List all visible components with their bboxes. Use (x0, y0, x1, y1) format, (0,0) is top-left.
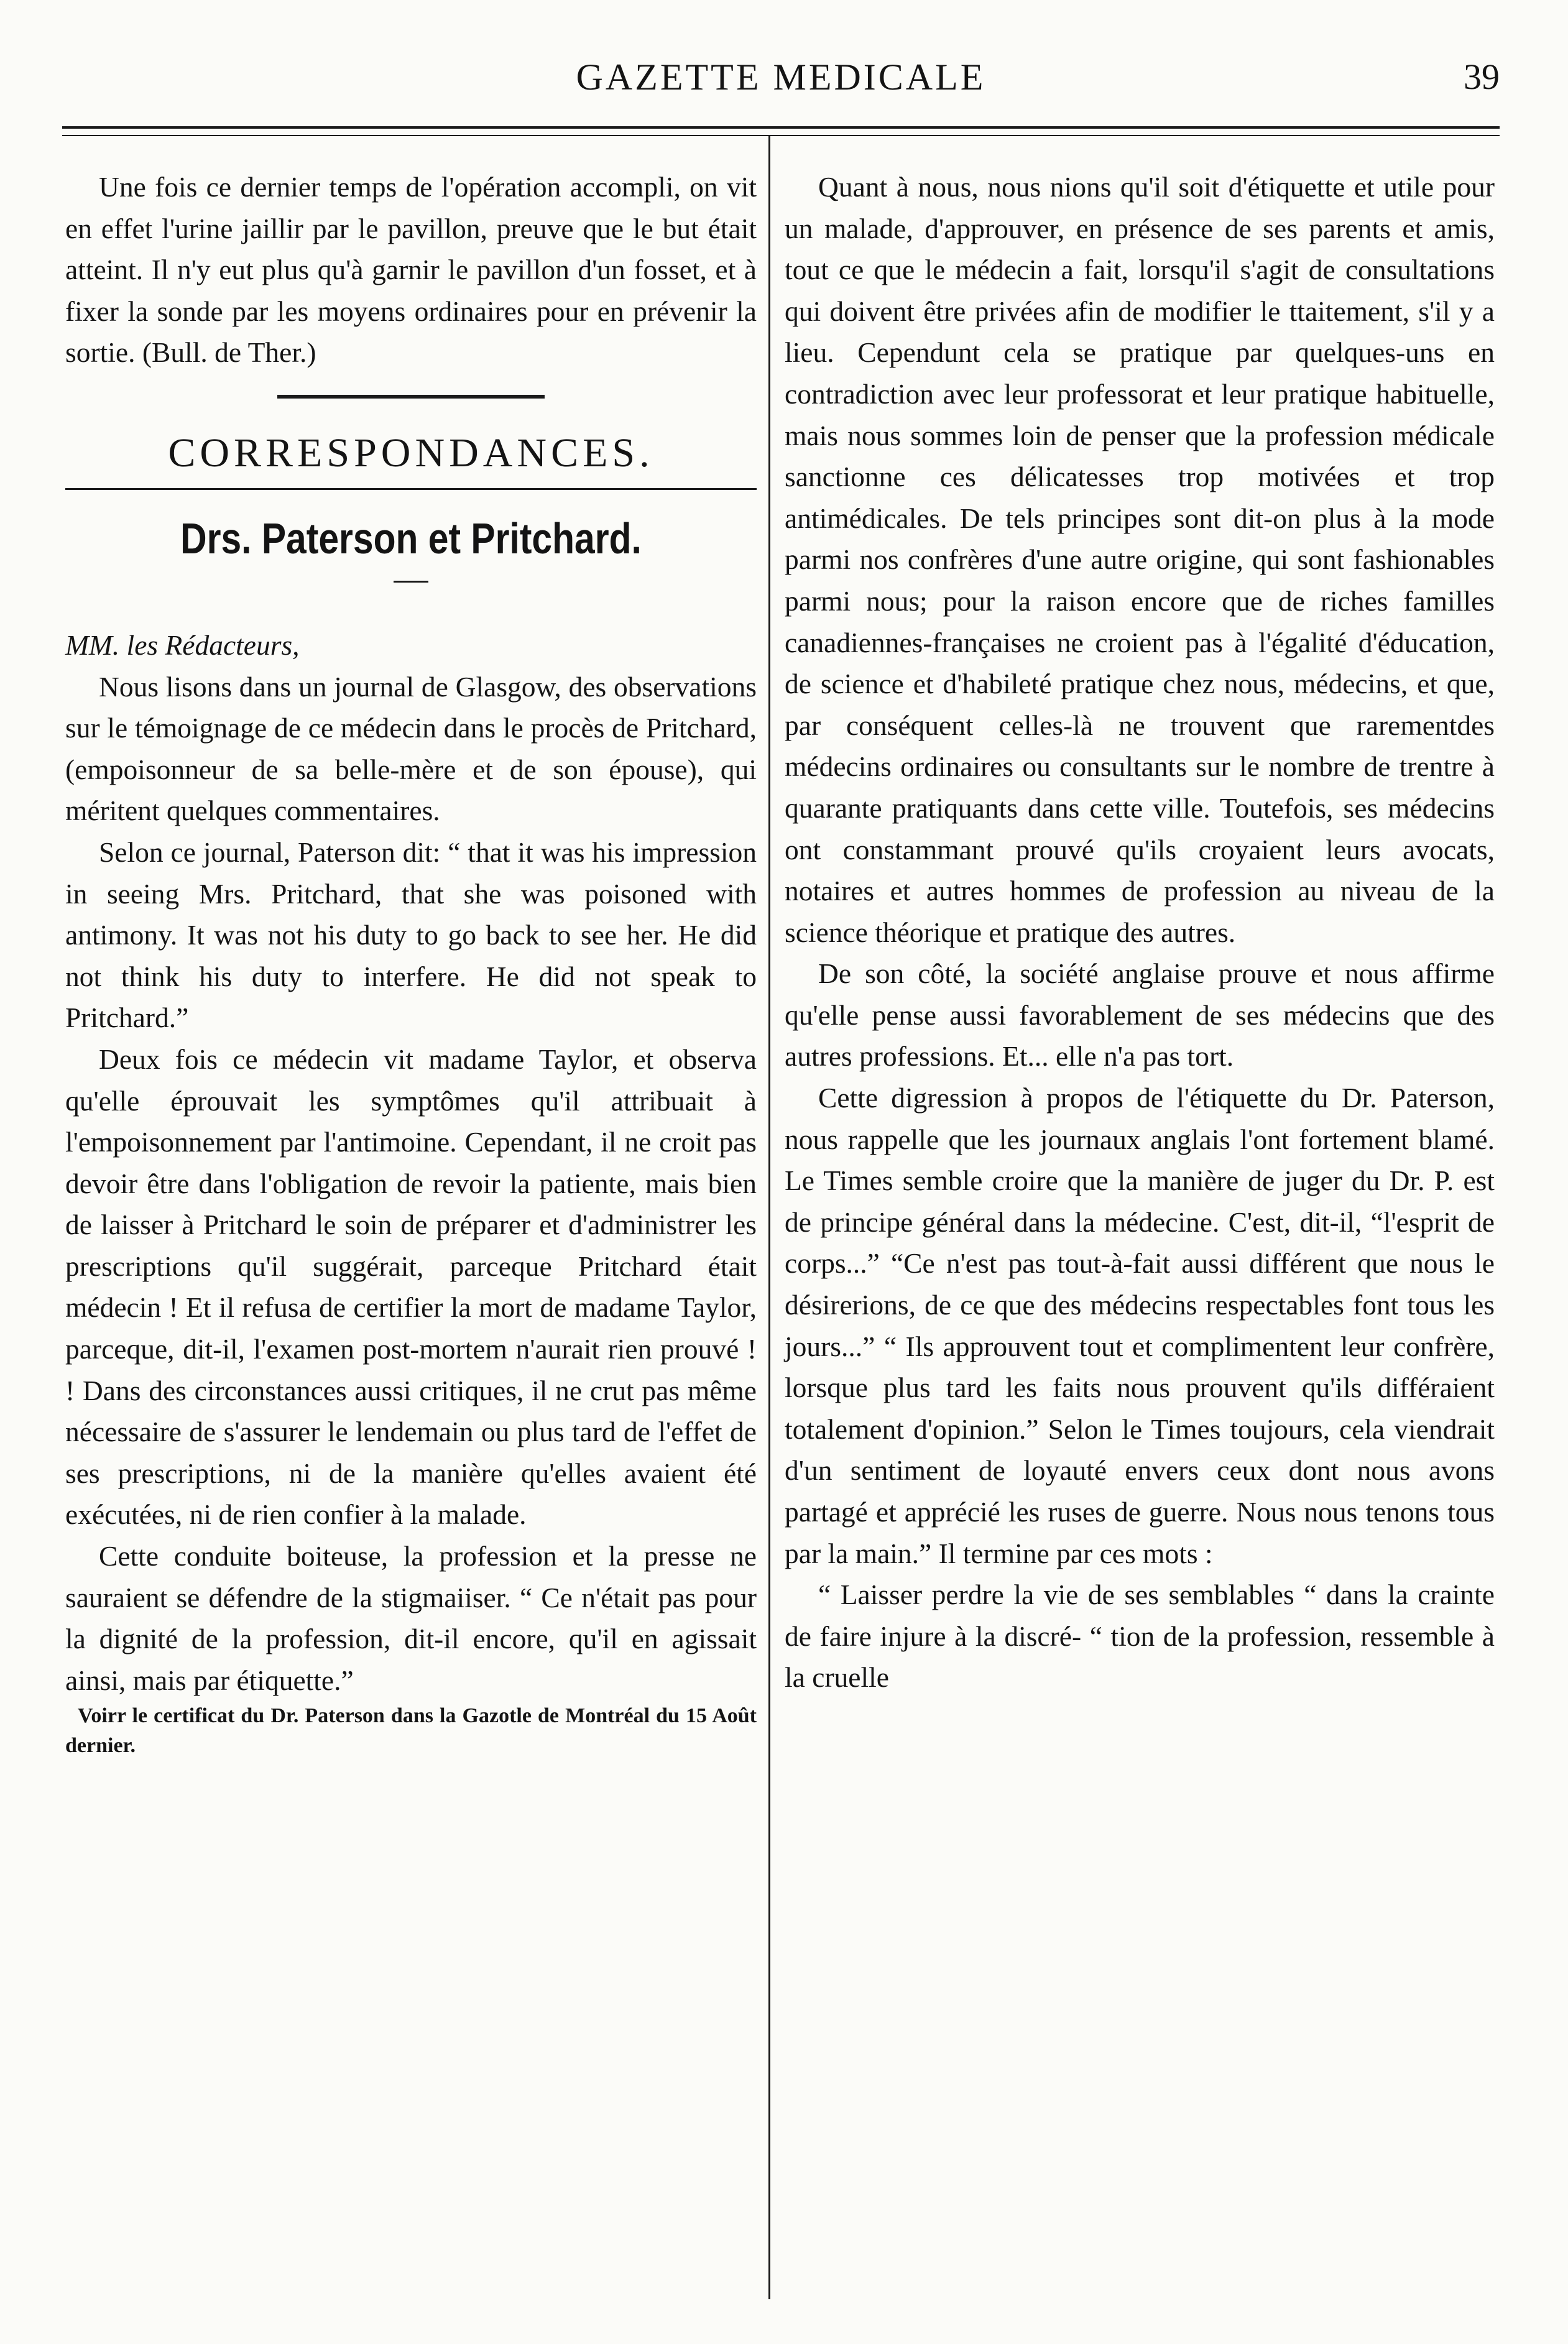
section-heading: CORRESPONDANCES. (168, 430, 654, 476)
body-paragraph: Cette digression à propos de l'étiquette du Dr. Paterson, nous rappelle que les journaux anglais l'ont fortement blamé. Le Times semble croire que la manière de juger du Dr. P. est de principe général dans la médecine. C'est, dit-il, “l'esprit de corps...” “Ce n'est pas tout-à-fait aussi différent que nous le désirerions, de ce que des médecins respectables font tous les jours...” “ Ils approuvent tout et complimentent leur confrère, lorsque plus tard les faits nous prouvent qu'ils différaient totalement d'opinion.” Selon le Times toujours, cela viendrait d'un sentiment de loyauté envers ceux dont nous avons partagé et apprécié les ruses de guerre. Nous nous tenons tous par la main.” Il termine par ces mots : (785, 1082, 1495, 1569)
salutation: MM. les Rédacteurs, (65, 629, 300, 661)
left-column (65, 167, 757, 1761)
body-paragraph: Deux fois ce médecin vit madame Taylor, et observa qu'elle éprouvait les symptômes qu'il attribuait à l'empoisonnement par l'antimoine. Cependant, il ne croit pas devoir être dans l'obligation de revoir la patiente, mais bien de laisser à Pritchard le soin de préparer et d'administrer les prescriptions qu'il suggérait, parceque Pritchard était médecin ! Et il refusa de certifier la mort de madame Taylor, parceque, dit-il, l'examen post-mortem n'aurait rien prouvé ! ! Dans des circonstances aussi critiques, il ne crut pas même nécessaire de s'assurer le lendemain ou plus tard de l'effet de ses prescriptions, ni de la manière qu'elles avaient été exécutées, ni de rien confier à la malade. (65, 1043, 757, 1531)
body-paragraph: De son côté, la société anglaise prouve et nous affirme qu'elle pense aussi favorablement de ses médecins que des autres professions. Et... elle n'a pas tort. (785, 957, 1495, 1073)
right-column (785, 167, 1495, 1699)
running-title: GAZETTE MEDICALE (576, 57, 986, 98)
article-title: Drs. Paterson et Pritchard. (180, 514, 642, 563)
page-header (62, 56, 1500, 112)
body-paragraph: Nous lisons dans un journal de Glasgow, des observations sur le témoignage de ce médecin dans le procès de Pritchard, (empoisonneur de sa belle-mère et de son épouse), qui méritent quelques commentaires. (65, 670, 757, 827)
section-heading-rule (65, 488, 757, 490)
title-dash (394, 581, 428, 583)
body-paragraph: Selon ce journal, Paterson dit: “ that it was his impression in seeing Mrs. Pritchard, that she was poisoned with antimony. It was not his duty to go back to see her. He did not think his duty to interfere. He did not speak to Pritchard.” (65, 836, 757, 1034)
section-separator-rule (277, 395, 545, 399)
page-number: 39 (1464, 57, 1500, 97)
quotation-paragraph: “ Laisser perdre la vie de ses semblables “ dans la crainte de faire injure à la discré- “ tion de la profession, ressemble à la cruelle (785, 1579, 1495, 1694)
intro-paragraph: Une fois ce dernier temps de l'opération accompli, on vit en effet l'urine jaillir par le pavillon, preuve que le but était atteint. Il n'y eut plus qu'à garnir le pavillon d'un fosset, et à fixer la sonde par les moyens ordinaires pour en prévenir la sortie. (Bull. de Ther.) (65, 171, 757, 369)
body-paragraph: Quant à nous, nous nions qu'il soit d'étiquette et utile pour un malade, d'approuver, en présence de ses parents et amis, tout ce que le médecin a fait, lorsqu'il s'agit de consultations qui doivent être privées afin de modifier le ttaitement, s'il y a lieu. Cependunt cela se pratique par quelques-uns en contradiction avec leur professorat et leur pratique habituelle, mais nous sommes loin de penser que la profession médicale sanctionne ces délicatesses trop motivées et trop antimédicales. De tels principes sont dit-on plus à la mode parmi nos confrères d'une autre origine, qui sont fashionables parmi nous; pour la raison encore que de riches familles canadiennes-françaises ne croient pas à l'égalité d'éducation, de science et d'habileté pratique chez nous, médecins, et que, par conséquent celles-là ne trouvent que rarementdes médecins ordinaires ou consultants sur le nombre de trentre à quarante pratiquants dans cette ville. Toutefois, ses médecins ont constammant prouvé qu'ils croyaient leurs avocats, notaires et autres hommes de profession au niveau de la science théorique et pratique des autres. (785, 171, 1495, 948)
footnote: Voirr le certificat du Dr. Paterson dans la Gazotle de Montréal du 15 Août dernier. (65, 1704, 757, 1758)
header-double-rule (62, 126, 1500, 136)
body-paragraph: Cette conduite boiteuse, la profession et la presse ne sauraient se défendre de la stigmaiiser. “ Ce n'était pas pour la dignité de la profession, dit-il encore, qu'il en agissait ainsi, mais par étiquette.” (65, 1540, 757, 1696)
column-divider (768, 136, 770, 2299)
